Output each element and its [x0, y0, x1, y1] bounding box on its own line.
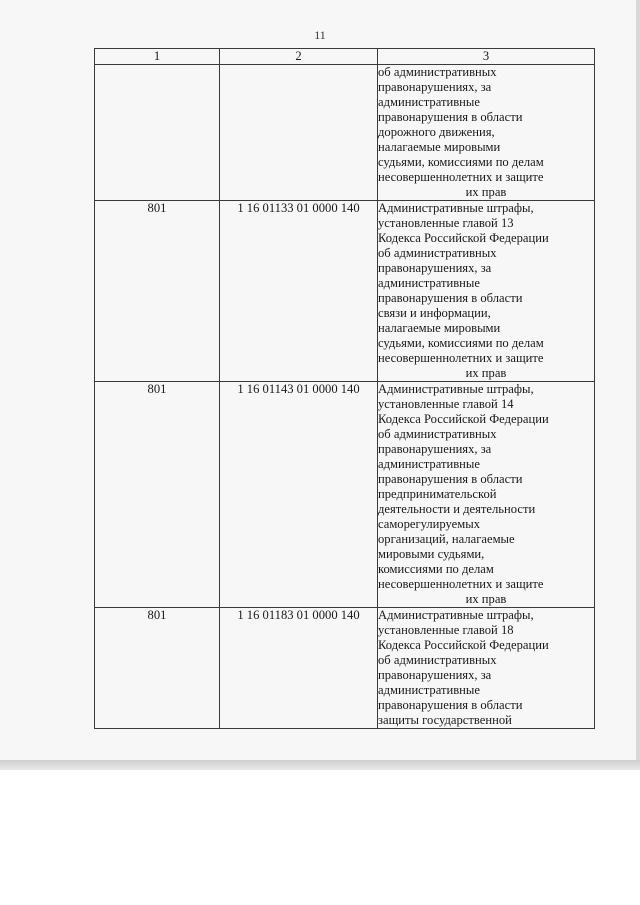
description-line: защиты государственной: [378, 713, 512, 727]
description-cell: [378, 201, 595, 382]
column-header: 2: [220, 49, 378, 65]
description-line: об административных: [378, 246, 497, 260]
budget-code-cell: 1 16 01133 01 0000 140: [220, 201, 378, 382]
description-line: правонарушениях, за: [378, 442, 492, 456]
description-line: установленные главой 18: [378, 623, 514, 637]
description-line: установленные главой 13: [378, 216, 514, 230]
description-line: правонарушениях, за: [378, 80, 492, 94]
budget-code-cell: 1 16 01183 01 0000 140: [220, 608, 378, 729]
description-line: налагаемые мировыми: [378, 140, 501, 154]
description-line: административные: [378, 683, 480, 697]
description-line: деятельности и деятельности: [378, 502, 536, 516]
description-line: Кодекса Российской Федерации: [378, 638, 549, 652]
revenue-codes-table: [94, 48, 595, 729]
description-line: их прав: [465, 185, 507, 199]
description-line: правонарушения в области: [378, 110, 523, 124]
description-line: Кодекса Российской Федерации: [378, 412, 549, 426]
budget-code-cell: [220, 65, 378, 201]
description-line: административные: [378, 276, 480, 290]
description-line: организаций, налагаемые: [378, 532, 515, 546]
description-line: саморегулируемых: [378, 517, 480, 531]
description-line: несовершеннолетних и защите: [378, 170, 544, 184]
page-number: 11: [314, 28, 326, 42]
description-line: комиссиями по делам: [378, 562, 494, 576]
description-line: налагаемые мировыми: [378, 321, 501, 335]
description-line: об административных: [378, 427, 497, 441]
description-line: предпринимательской: [378, 487, 497, 501]
description-line: административные: [378, 95, 480, 109]
description-line: их прав: [465, 592, 507, 606]
table-row: [95, 201, 595, 382]
description-line: правонарушения в области: [378, 698, 523, 712]
description-line: их прав: [465, 366, 507, 380]
column-header: 1: [95, 49, 220, 65]
admin-code-cell: [95, 65, 220, 201]
description-line: об административных: [378, 65, 497, 79]
description-line: правонарушения в области: [378, 472, 523, 486]
description-line: Административные штрафы,: [378, 382, 534, 396]
description-line: Административные штрафы,: [378, 201, 534, 215]
description-line: судьями, комиссиями по делам: [378, 155, 544, 169]
description-line: административные: [378, 457, 480, 471]
description-line: связи и информации,: [378, 306, 491, 320]
description-line: несовершеннолетних и защите: [378, 351, 544, 365]
scan-edge: [0, 760, 640, 770]
description-line: Кодекса Российской Федерации: [378, 231, 549, 245]
table-row: [95, 608, 595, 729]
admin-code-cell: 801: [95, 382, 220, 608]
table-row: [95, 382, 595, 608]
description-line: правонарушениях, за: [378, 668, 492, 682]
description-line: об административных: [378, 653, 497, 667]
description-line: мировыми судьями,: [378, 547, 485, 561]
description-line: установленные главой 14: [378, 397, 514, 411]
description-line: правонарушениях, за: [378, 261, 492, 275]
admin-code-cell: 801: [95, 201, 220, 382]
description-line: Административные штрафы,: [378, 608, 534, 622]
description-cell: [378, 65, 595, 201]
column-header: 3: [378, 49, 595, 65]
description-line: правонарушения в области: [378, 291, 523, 305]
description-cell: [378, 608, 595, 729]
description-line: дорожного движения,: [378, 125, 495, 139]
table-header-row: [95, 49, 595, 65]
budget-code-cell: 1 16 01143 01 0000 140: [220, 382, 378, 608]
description-line: несовершеннолетних и защите: [378, 577, 544, 591]
description-line: судьями, комиссиями по делам: [378, 336, 544, 350]
admin-code-cell: 801: [95, 608, 220, 729]
table-row: [95, 65, 595, 201]
description-cell: [378, 382, 595, 608]
